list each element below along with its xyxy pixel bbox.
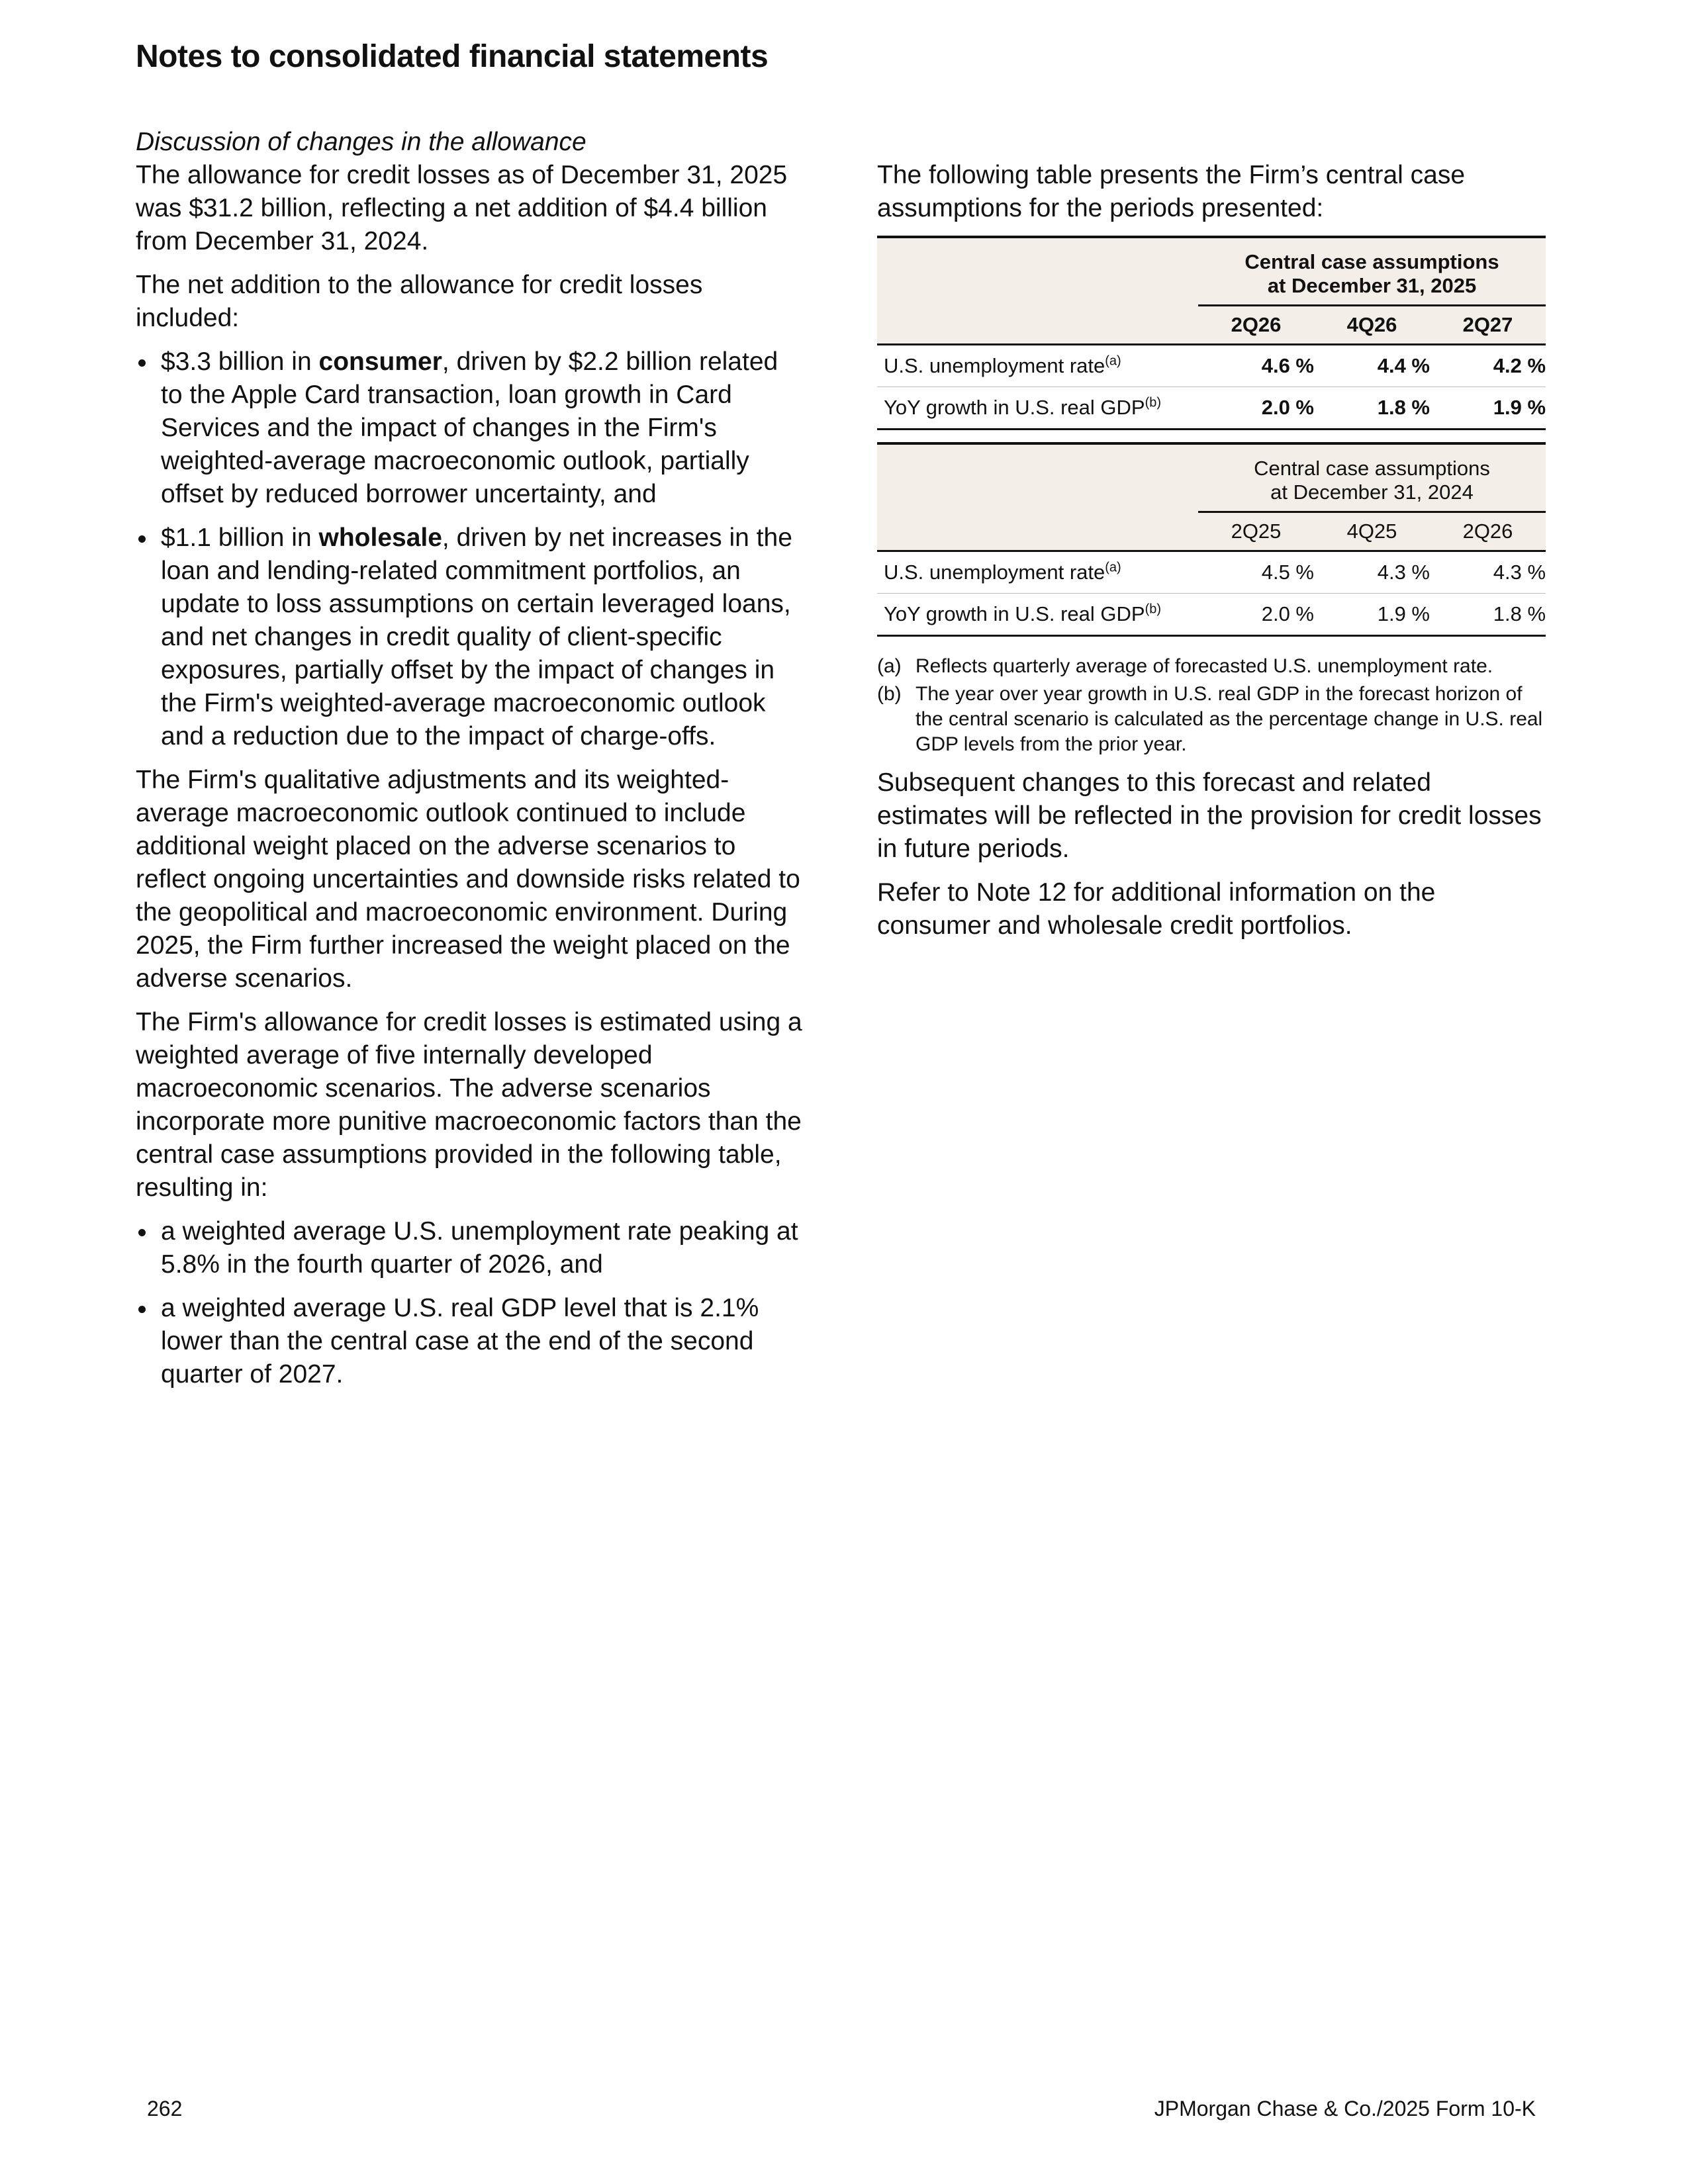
period-header: 2Q27 <box>1430 306 1546 345</box>
right-column <box>877 159 1546 953</box>
period-header: 4Q25 <box>1314 512 1430 551</box>
paragraph-scenarios: The Firm's allowance for credit losses is estimated using a weighted average of five internally developed macroeconomic scenarios. The adverse scenarios incorporate more punitive macroeconomic factors than the central case assumptions provided in the following table, resulting in: <box>136 1008 802 1202</box>
table-row <box>877 594 1546 636</box>
period-header: 2Q25 <box>1198 512 1314 551</box>
table-cell: 4.2 % <box>1430 345 1546 387</box>
table-cell: 4.5 % <box>1198 551 1314 594</box>
left-column <box>136 126 804 1402</box>
table-row <box>877 387 1546 430</box>
table-row <box>877 345 1546 387</box>
group-header-2025: Central case assumptions at December 31, 2025 <box>1198 237 1546 306</box>
list-item-gdp: a weighted average U.S. real GDP level that is 2.1% lower than the central case at the end of the second quarter of 2027. <box>136 1292 804 1391</box>
adverse-scenario-list <box>136 1215 804 1391</box>
table-cell: 4.3 % <box>1430 551 1546 594</box>
page-title: Notes to consolidated financial statements <box>136 39 769 74</box>
table-footnotes <box>877 654 1546 757</box>
table-row <box>877 551 1546 594</box>
table-cell: 4.3 % <box>1314 551 1430 594</box>
table-intro: The following table presents the Firm’s central case assumptions for the periods presented: <box>877 161 1466 222</box>
table-cell: 1.8 % <box>1314 387 1430 430</box>
paragraph-refer-note: Refer to Note 12 for additional information on the consumer and wholesale credit portfolios. <box>877 878 1436 940</box>
term-wholesale: wholesale <box>318 523 442 552</box>
footnote-b: (b) The year over year growth in U.S. real GDP in the forecast horizon of the central scenario is calculated as the percentage change in U.S. real GDP levels from the prior year. <box>877 683 1543 755</box>
table-cell: 1.9 % <box>1430 387 1546 430</box>
paragraph-subsequent-changes: Subsequent changes to this forecast and related estimates will be reflected in the provision for credit losses in future periods. <box>877 768 1542 863</box>
row-label: U.S. unemployment rate$^{(a)}$ <box>877 345 1198 387</box>
table-cell: 4.4 % <box>1314 345 1430 387</box>
table-cell: 2.0 % <box>1198 594 1314 636</box>
list-item-unemployment: a weighted average U.S. unemployment rate peaking at 5.8% in the fourth quarter of 2026, and <box>136 1215 804 1281</box>
table-cell: 1.8 % <box>1430 594 1546 636</box>
footnote-a: (a) Reflects quarterly average of forecasted U.S. unemployment rate. <box>877 655 1493 677</box>
table-cell: 4.6 % <box>1198 345 1314 387</box>
group-header-2024: Central case assumptions at December 31, 2024 <box>1198 443 1546 512</box>
table-cell: 2.0 % <box>1198 387 1314 430</box>
list-item-wholesale: $1.1 billion in wholesale, driven by net increases in the loan and lending-related commitment portfolios, an update to loss assumptions on certain leveraged loans, and net changes in credit quality of client-specific exposures, partially offset by the impact of changes in the Firm's weighted-average macroeconomic outlook and a reduction due to the impact of charge-offs. <box>136 522 804 753</box>
period-header: 2Q26 <box>1430 512 1546 551</box>
page-number: 262 <box>147 2097 183 2120</box>
term-consumer: consumer <box>318 347 442 376</box>
paragraph-net-addition-intro: The net addition to the allowance for credit losses included: <box>136 271 703 332</box>
period-header: 2Q26 <box>1198 306 1314 345</box>
row-label: YoY growth in U.S. real GDP$^{(b)}$ <box>877 387 1198 430</box>
list-item-consumer: $3.3 billion in consumer, driven by $2.2 billion related to the Apple Card transaction, loan growth in Card Services and the impact of changes in the Firm's weighted-average macroeconomic outlook, partially offset by reduced borrower uncertainty, and <box>136 345 804 511</box>
central-case-table <box>877 236 1546 637</box>
section-subhead: Discussion of changes in the allowance <box>136 128 586 156</box>
paragraph-allowance-total: The allowance for credit losses as of December 31, 2025 was $31.2 billion, reflecting a net addition of $4.4 billion from December 31, 2024. <box>136 161 788 255</box>
row-label: YoY growth in U.S. real GDP$^{(b)}$ <box>877 594 1198 636</box>
table-cell: 1.9 % <box>1314 594 1430 636</box>
paragraph-qualitative-adjustments: The Firm's qualitative adjustments and its weighted-average macroeconomic outlook continued to include additional weight placed on the adverse scenarios to reflect ongoing uncertainties and downside risks related to the geopolitical and macroeconomic environment. During 2025, the Firm further increased the weight placed on the adverse scenarios. <box>136 766 800 993</box>
publication-footer: JPMorgan Chase & Co./2025 Form 10-K <box>1154 2097 1536 2120</box>
period-header: 4Q26 <box>1314 306 1430 345</box>
row-label: U.S. unemployment rate$^{(a)}$ <box>877 551 1198 594</box>
net-addition-list <box>136 345 804 753</box>
